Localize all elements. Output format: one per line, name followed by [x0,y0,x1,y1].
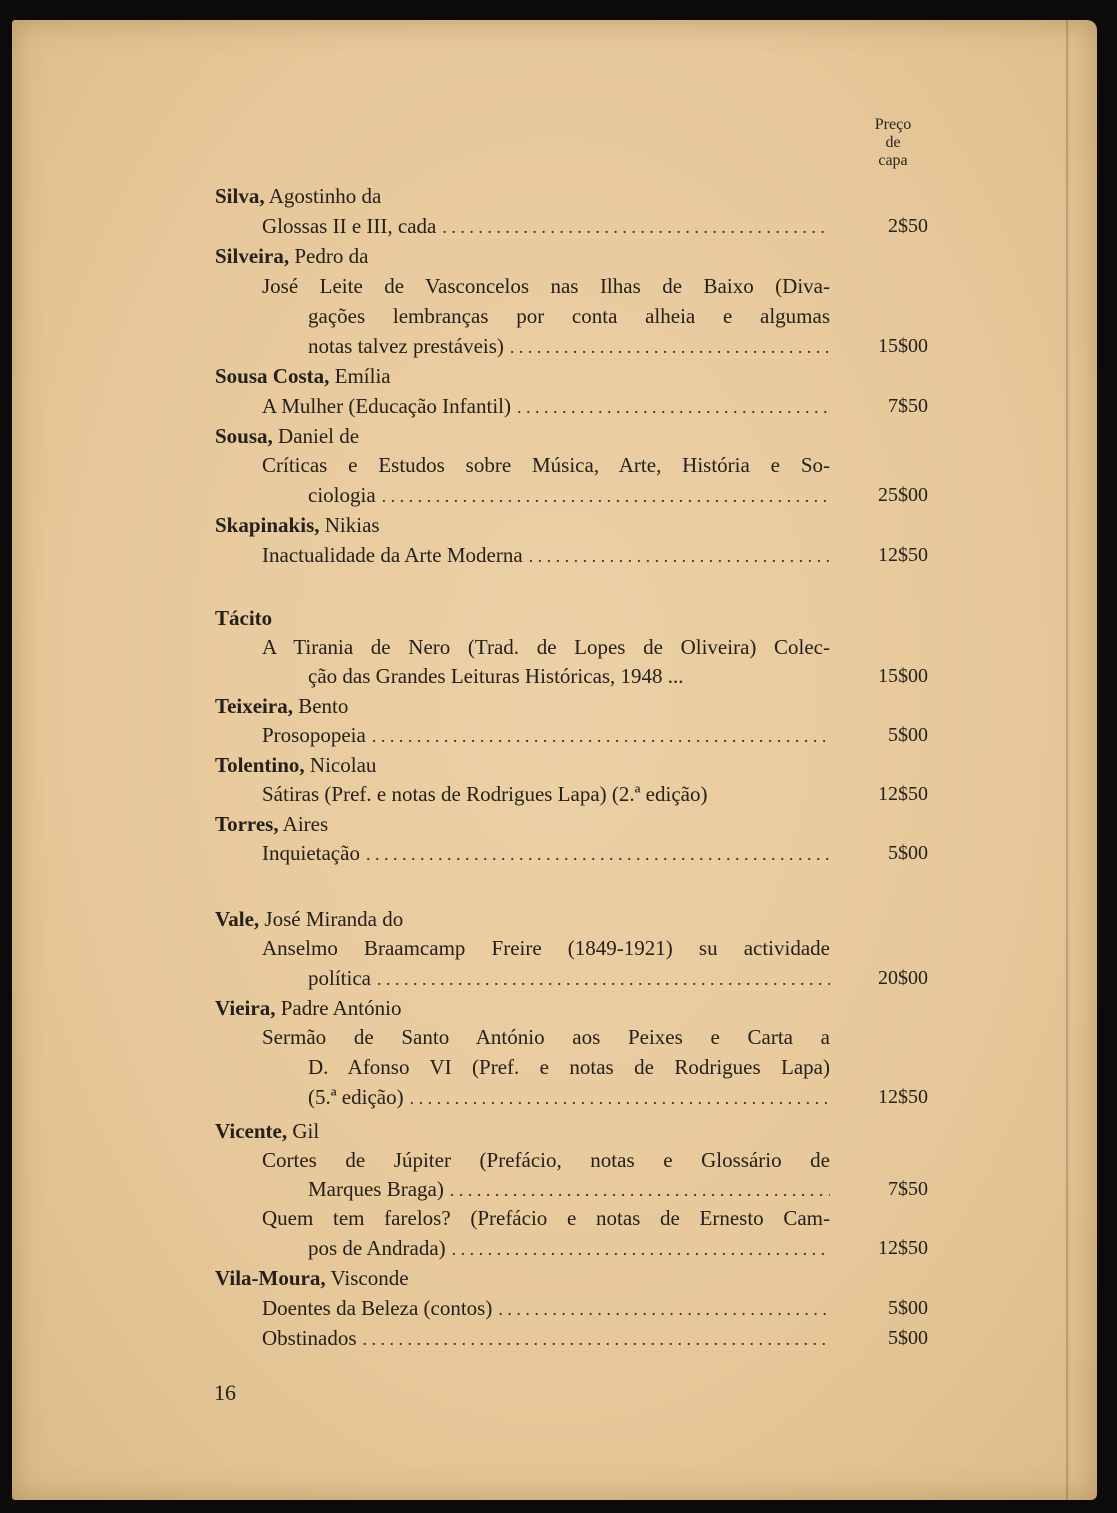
price: 12$50 [878,1086,928,1108]
author-given-name: Daniel de [272,424,360,448]
leader-dots [366,839,830,869]
price-column-header [856,116,930,170]
author-surname: Silveira, [215,244,290,268]
header-line-3: capa [878,152,908,169]
price: 2$50 [888,215,928,237]
page-fold [1066,20,1070,1500]
author-entry [215,1116,319,1146]
title-line: Sermão de Santo António aos Peixes e Carta a [262,1025,830,1049]
author-surname: Skapinakis, [215,513,320,537]
leader-dots [517,392,830,422]
title-text: pos de Andrada) [308,1236,446,1260]
author-entry [215,1263,409,1293]
leader-dots [372,721,830,751]
title-line [262,1293,830,1323]
author-entry [215,750,376,780]
price: 12$50 [878,1237,928,1259]
author-given-name: Nikias [319,513,380,537]
author-given-name: Visconde [325,1266,409,1290]
author-given-name: José Miranda do [259,907,404,931]
author-entry [215,181,381,211]
title-line: Cortes de Júpiter (Prefácio, notas e Glossário de [262,1148,830,1172]
title-line [308,331,830,361]
author-entry [215,691,348,721]
author-surname: Silva, [215,184,265,208]
author-given-name: Bento [292,694,349,718]
header-line-1: Preço [874,116,912,133]
price: 12$50 [878,783,928,805]
title-line: Quem tem farelos? (Prefácio e notas de Ernesto Cam- [262,1206,830,1230]
leader-dots [410,1083,830,1113]
price: 15$00 [878,335,928,357]
author-surname: Teixeira, [215,694,293,718]
price: 5$00 [888,724,928,746]
title-line: gações lembranças por conta alheia e algumas [308,304,830,328]
title-line: A Tirania de Nero (Trad. de Lopes de Oliveira) Colec- [262,635,830,659]
title-line: José Leite de Vasconcelos nas Ilhas de Baixo (Diva- [262,274,830,298]
author-entry [215,241,368,271]
title-text: política [308,966,371,990]
price: 15$00 [878,665,928,687]
author-surname: Vila-Moura, [215,1266,326,1290]
leader-dots [510,332,830,362]
author-entry [215,603,272,633]
author-surname: Sousa, [215,424,273,448]
title-text: Doentes da Beleza (contos) [262,1296,493,1320]
title-line [262,720,830,750]
price: 12$50 [878,544,928,566]
title-text: notas talvez prestáveis) [308,334,504,358]
title-text: A Mulher (Educação Infantil) [262,394,511,418]
leader-dots [377,964,830,994]
leader-dots [363,1324,831,1354]
price: 5$00 [888,842,928,864]
title-line [308,963,830,993]
title-line [308,1174,830,1204]
title-line [262,211,830,241]
price: 5$00 [888,1327,928,1349]
title-text: Prosopopeia [262,723,366,747]
leader-dots [450,1175,830,1205]
book-page [12,20,1097,1500]
leader-dots [452,1234,830,1264]
title-text: Inactualidade da Arte Moderna [262,543,523,567]
title-line: Anselmo Braamcamp Freire (1849-1921) su actividade [262,936,830,960]
author-given-name: Emília [329,364,391,388]
title-line: Sátiras (Pref. e notas de Rodrigues Lapa) (2.ª edição) [262,782,708,806]
author-surname: Tácito [215,606,273,630]
author-entry [215,361,391,391]
price: 7$50 [888,1178,928,1200]
author-surname: Vicente, [215,1119,288,1143]
title-line: D. Afonso VI (Pref. e notas de Rodrigues Lapa) [308,1055,830,1079]
author-given-name: Padre António [275,996,402,1020]
leader-dots [442,212,830,242]
author-given-name: Pedro da [289,244,369,268]
header-line-2: de [885,134,901,151]
title-line [308,1233,830,1263]
leader-dots [529,541,830,571]
author-entry [215,993,401,1023]
leader-dots [382,481,830,511]
title-line: ção das Grandes Leituras Históricas, 1948 ... [308,664,684,688]
title-text: Marques Braga) [308,1177,444,1201]
title-text: Inquietação [262,841,360,865]
author-surname: Sousa Costa, [215,364,330,388]
author-surname: Tolentino, [215,753,305,777]
title-line [308,1082,830,1112]
author-surname: Torres, [215,812,279,836]
title-line [308,480,830,510]
title-text: Obstinados [262,1326,357,1350]
price: 7$50 [888,395,928,417]
title-line [262,838,830,868]
price: 20$00 [878,967,928,989]
price: 25$00 [878,484,928,506]
title-line [262,391,830,421]
author-given-name: Gil [287,1119,320,1143]
title-text: Glossas II e III, cada [262,214,437,238]
author-given-name: Nicolau [304,753,377,777]
title-line [262,540,830,570]
author-entry [215,904,403,934]
price: 5$00 [888,1297,928,1319]
author-surname: Vale, [215,907,260,931]
title-text: ciologia [308,483,376,507]
title-line [262,1323,830,1353]
author-entry [215,421,359,451]
author-entry [215,510,380,540]
author-given-name: Agostinho da [264,184,382,208]
author-surname: Vieira, [215,996,276,1020]
title-line: Críticas e Estudos sobre Música, Arte, História e So- [262,453,830,477]
leader-dots [498,1294,830,1324]
page-number: 16 [214,1380,236,1405]
author-entry [215,809,328,839]
title-text: (5.ª edição) [308,1085,404,1109]
author-given-name: Aires [278,812,329,836]
